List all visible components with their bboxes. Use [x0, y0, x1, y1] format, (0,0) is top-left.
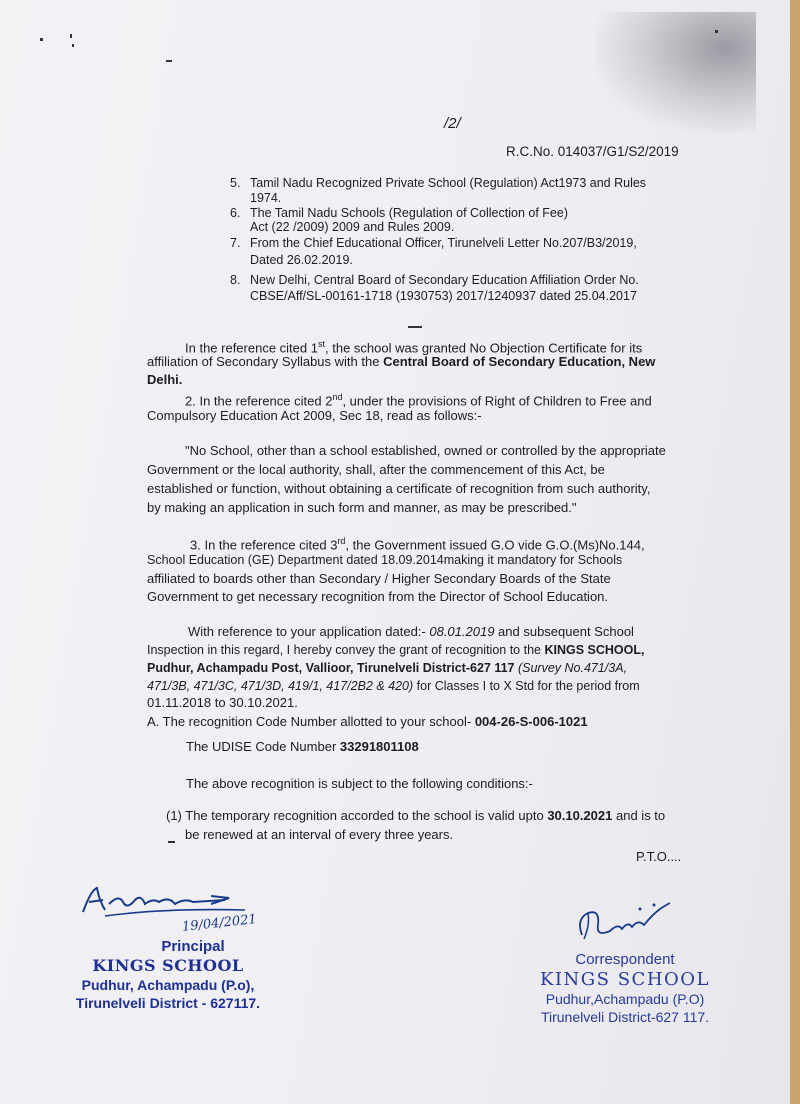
shadow-area: [596, 12, 756, 132]
reference-item-cont: Dated 26.02.2019.: [250, 253, 353, 267]
correspondent-title: Correspondent: [575, 951, 675, 968]
quote-line: "No School, other than a school established, owned or controlled by the appropriate: [185, 443, 666, 458]
speck: [40, 38, 43, 41]
paragraph-2-line: 2. In the reference cited 2nd, under the provisions of Right of Children to Free and: [185, 392, 652, 409]
correspondent-address: Pudhur,Achampadu (P.O): [545, 991, 705, 1007]
principal-signature-date: 19/04/2021: [181, 912, 258, 935]
pto-text: P.T.O....: [636, 849, 682, 864]
speck: [408, 326, 422, 328]
page-number: /2/: [444, 115, 461, 132]
paragraph-3-line: affiliated to boards other than Secondary / Higher Secondary Boards of the State: [147, 571, 611, 586]
reference-item-cont: CBSE/Aff/SL-00161-1718 (1930753) 2017/1240937 dated 25.04.2017: [250, 289, 637, 303]
paragraph-1-line: Delhi.: [147, 372, 183, 387]
speck: [715, 30, 718, 33]
principal-title: Principal: [161, 938, 225, 955]
principal-stamp: [58, 938, 288, 1012]
paragraph-4-line: 471/3B, 471/3C, 471/3D, 419/1, 417/2B2 & 420) for Classes I to X Std for the period from: [147, 679, 640, 693]
quote-line: by making an application in such form and manner, as may be prescribed.": [147, 500, 577, 515]
quote-line: established or function, without obtaining a certificate of recognition from such authority,: [147, 481, 651, 496]
conditions-intro: The above recognition is subject to the following conditions:-: [186, 776, 533, 791]
principal-signature-icon: [75, 880, 285, 940]
correspondent-stamp: [500, 950, 750, 1026]
paragraph-1-line: In the reference cited 1st, the school was granted No Objection Certificate for its: [185, 339, 643, 356]
speck: [166, 60, 172, 62]
udise-code: The UDISE Code Number 33291801108: [186, 739, 419, 754]
reference-item: 6. The Tamil Nadu Schools (Regulation of Collection of Fee): [230, 206, 568, 220]
reference-item: 7. From the Chief Educational Officer, Tirunelveli Letter No.207/B3/2019,: [230, 236, 637, 250]
paragraph-4-line: With reference to your application dated:- 08.01.2019 and subsequent School: [188, 624, 634, 639]
recognition-code: A. The recognition Code Number allotted to your school- 004-26-S-006-1021: [147, 714, 588, 729]
condition-1-line: be renewed at an interval of every three years.: [185, 827, 454, 842]
reference-item-cont: Act (22 /2009) 2009 and Rules 2009.: [250, 220, 455, 234]
reference-number: R.C.No. 014037/G1/S2/2019: [506, 144, 679, 159]
reference-item-cont: 1974.: [250, 191, 282, 205]
paragraph-4-line: 01.11.2018 to 30.10.2021.: [147, 695, 298, 710]
paragraph-2-line: Compulsory Education Act 2009, Sec 18, read as follows:-: [147, 408, 482, 423]
paragraph-4-line: Inspection in this regard, I hereby convey the grant of recognition to the KINGS SCHOOL,: [147, 643, 645, 657]
condition-1-line: (1) The temporary recognition accorded to the school is valid upto 30.10.2021 and is to: [166, 808, 666, 823]
paragraph-1-line: affiliation of Secondary Syllabus with the Central Board of Secondary Education, New: [147, 354, 656, 369]
speck: [70, 34, 72, 38]
correspondent-school: KINGS SCHOOL: [539, 969, 710, 990]
paragraph-3-line: School Education (GE) Department dated 18.09.2014making it mandatory for Schools: [147, 553, 623, 567]
correspondent-signature-icon: [570, 895, 690, 950]
paragraph-3-line: 3. In the reference cited 3rd, the Government issued G.O vide G.O.(Ms)No.144,: [190, 536, 645, 553]
principal-school: KINGS SCHOOL: [92, 956, 244, 975]
speck: [168, 841, 175, 843]
correspondent-address: Tirunelveli District-627 117.: [540, 1009, 710, 1025]
reference-item: 5. Tamil Nadu Recognized Private School (Regulation) Act1973 and Rules: [230, 176, 647, 190]
paragraph-3-line: Government to get necessary recognition from the Director of School Education.: [147, 589, 609, 604]
speck: [72, 44, 74, 47]
quote-line: Government or the local authority, shall, after the commencement of this Act, be: [147, 462, 605, 477]
reference-item: 8. New Delhi, Central Board of Secondary Education Affiliation Order No.: [230, 273, 639, 287]
principal-address: Pudhur, Achampadu (P.o),: [81, 977, 255, 993]
paragraph-4-line: Pudhur, Achampadu Post, Valliоor, Tirunelveli District-627 117 (Survey No.471/3A,: [147, 661, 628, 675]
principal-address: Tirunelveli District - 627117.: [75, 995, 261, 1011]
